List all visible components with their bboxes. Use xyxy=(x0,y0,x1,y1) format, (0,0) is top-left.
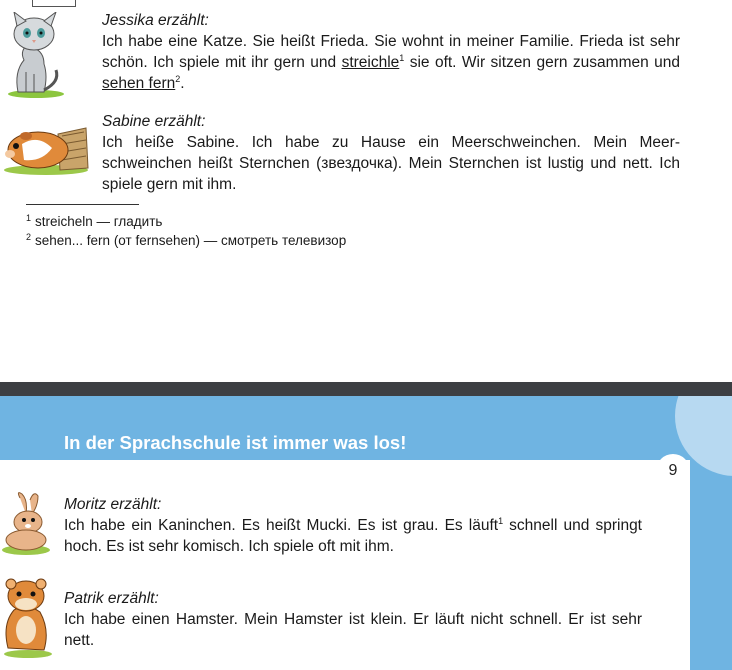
moritz-text-part-1: Ich habe ein Kaninchen. Es heißt Mucki. Es ist grau. Es läuft xyxy=(64,517,499,534)
patrik-entry xyxy=(64,588,642,651)
moritz-entry xyxy=(64,494,642,557)
footnote-text: streicheln — гладить xyxy=(35,214,163,229)
bottom-page xyxy=(0,396,732,670)
patrik-text: Ich habe einen Hamster. Mein Hamster ist klein. Er läuft nicht schnell. Er ist sehr nett. xyxy=(64,611,642,649)
moritz-text-part-2: schnell und springt hoch. Es ist sehr komisch. Ich spiele oft mit ihm. xyxy=(64,517,642,555)
guinea-pig-illustration-icon xyxy=(2,114,92,176)
footnote-number: 1 xyxy=(26,212,32,223)
jessika-text-part-3: . xyxy=(180,75,185,92)
moritz-speaker: Moritz erzählt: xyxy=(64,496,162,513)
patrik-speaker: Patrik erzählt: xyxy=(64,590,159,607)
cat-illustration-icon xyxy=(4,12,66,98)
sabine-entry xyxy=(102,111,680,195)
sabine-speaker: Sabine erzählt: xyxy=(102,113,206,130)
footnote-number: 2 xyxy=(26,231,32,242)
sabine-text: Ich heiße Sabine. Ich habe zu Hause ein Meerschweinchen. Mein Meerschweinchen heißt Sternchen (звездочка). Mein Sternchen ist lustig und nett. Ich spiele gern mit ihm. xyxy=(102,134,680,193)
jessika-speaker: Jessika erzählt: xyxy=(102,12,209,29)
gloss-streichle: streichle xyxy=(341,54,400,71)
section-title: In der Sprachschule ist immer was los! xyxy=(64,432,407,453)
rabbit-illustration-icon xyxy=(0,492,50,556)
jessika-text-part-2: sie oft. Wir sitzen gern zusammen und xyxy=(404,54,680,71)
hamster-illustration-icon xyxy=(0,574,54,658)
jessika-text-part-1: Ich habe eine Katze. Sie heißt Frieda. Sie wohnt in meiner Familie. Frieda ist sehr schön. Ich spiele mit ihr gern und xyxy=(102,33,680,71)
jessika-text xyxy=(102,31,680,94)
moritz-text xyxy=(64,515,642,557)
right-margin-band xyxy=(690,460,732,670)
corner-box xyxy=(32,0,76,7)
footnote-text: sehen... fern (от fernsehen) — смотреть телевизор xyxy=(35,233,347,248)
footnote-ref-2: 2 xyxy=(175,73,181,84)
jessika-entry xyxy=(102,10,680,94)
footnote-ref-1: 1 xyxy=(399,52,405,63)
footnote-1 xyxy=(26,212,162,231)
footnote-rule xyxy=(26,204,139,205)
page-number: 9 xyxy=(656,454,690,488)
page-divider xyxy=(0,382,732,396)
footnote-ref-1: 1 xyxy=(498,515,504,526)
footnote-2 xyxy=(26,231,346,250)
gloss-sehen-fern: sehen fern xyxy=(102,75,176,92)
